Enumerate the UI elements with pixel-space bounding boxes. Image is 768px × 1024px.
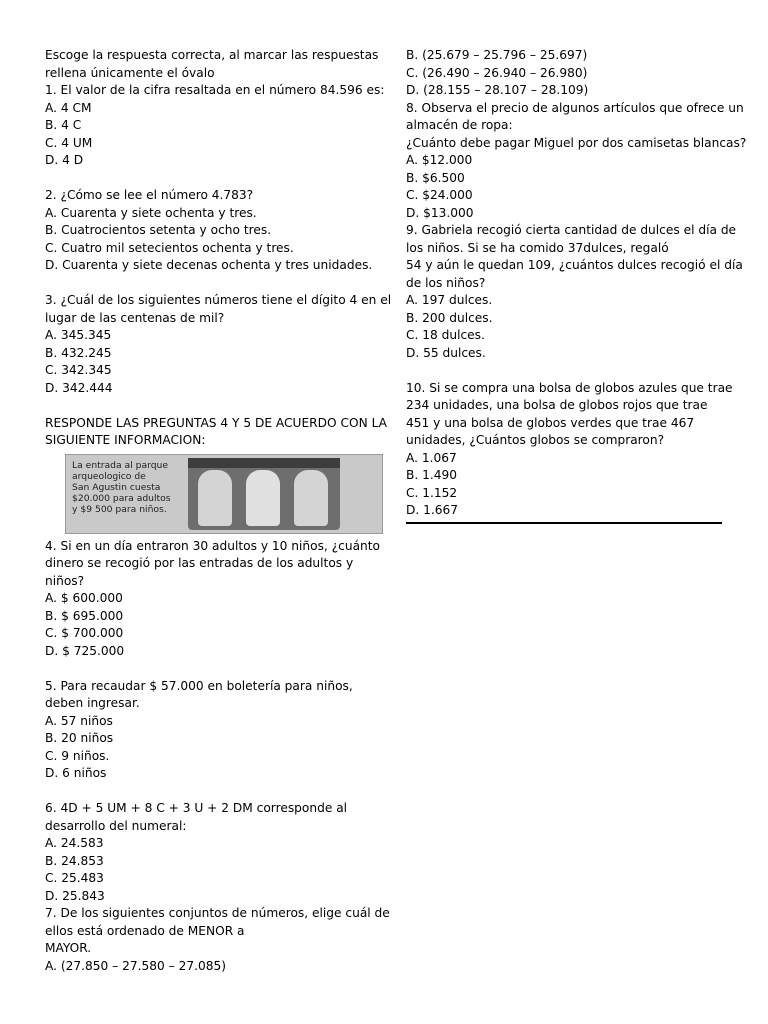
- text-line: B. 432.245: [45, 345, 112, 360]
- text-line: 8. Observa el precio de algunos artículos que ofrece un: [406, 100, 744, 115]
- figure-caption-line: arqueologico de: [72, 470, 146, 482]
- blank-line: [45, 783, 363, 801]
- statue-image: [246, 470, 280, 526]
- figure-caption: [72, 460, 184, 515]
- photo-roof: [188, 458, 340, 468]
- park-entrance-figure: [65, 454, 383, 534]
- text-line: de los niños?: [406, 275, 486, 290]
- text-line: A. $12.000: [406, 153, 473, 167]
- text-line: C. 1.152: [406, 485, 458, 500]
- text-line: D. 4 D: [45, 153, 84, 167]
- text-line: SIGUIENTE INFORMACION:: [45, 433, 206, 447]
- text-line: dinero se recogió por las entradas de los adultos y: [45, 556, 354, 570]
- text-line: C. 342.345: [45, 363, 112, 377]
- text-line: C. (26.490 – 26.940 – 26.980): [406, 65, 588, 80]
- text-line: A. 197 dulces.: [406, 293, 493, 307]
- text-line: D. (28.155 – 28.107 – 28.109): [406, 83, 589, 97]
- left-column-bottom: [45, 538, 390, 976]
- blank-line: [45, 397, 363, 415]
- text-line: B. 20 niños: [45, 731, 114, 745]
- text-line: B. 4 C: [45, 118, 82, 132]
- text-line: A. 24.583: [45, 836, 104, 850]
- text-line: C. 18 dulces.: [406, 328, 485, 342]
- text-line: B. 24.853: [45, 853, 104, 868]
- text-line: A. 57 niños: [45, 713, 113, 728]
- figure-caption-line: $20.000 para adultos: [72, 492, 171, 504]
- text-line: A. Cuarenta y siete ochenta y tres.: [45, 205, 257, 220]
- text-line: 2. ¿Cómo se lee el número 4.783?: [45, 188, 254, 202]
- text-line: D. 55 dulces.: [406, 345, 486, 360]
- text-line: B. $ 695.000: [45, 608, 124, 623]
- text-line: rellena únicamente el óvalo: [45, 65, 215, 80]
- left-column: [45, 47, 392, 975]
- text-line: D. 6 niños: [45, 766, 107, 780]
- text-line: A. 345.345: [45, 328, 112, 342]
- text-line: RESPONDE LAS PREGUNTAS 4 Y 5 DE ACUERDO CON LA: [45, 415, 387, 430]
- text-line: 4. Si en un día entraron 30 adultos y 10 niños, ¿cuánto: [45, 538, 380, 553]
- statues-photo: [188, 458, 340, 530]
- blank-line: [406, 362, 724, 380]
- text-line: lugar de las centenas de mil?: [45, 310, 225, 325]
- text-line: B. $6.500: [406, 170, 465, 185]
- text-line: los niños. Si se ha comido 37dulces, regaló: [406, 240, 669, 255]
- text-line: 1. El valor de la cifra resaltada en el número 84.596 es:: [45, 83, 385, 97]
- text-line: D. Cuarenta y siete decenas ochenta y tres unidades.: [45, 258, 373, 272]
- text-line: almacén de ropa:: [406, 118, 513, 132]
- section-divider: [406, 522, 722, 524]
- text-line: 451 y una bolsa de globos verdes que trae 467: [406, 415, 695, 430]
- text-line: C. 4 UM: [45, 135, 93, 150]
- text-line: unidades, ¿Cuántos globos se compraron?: [406, 433, 665, 447]
- text-line: 10. Si se compra una bolsa de globos azules que trae: [406, 380, 733, 395]
- text-line: D. 25.843: [45, 888, 105, 903]
- blank-line: [45, 170, 363, 188]
- blank-line: [45, 660, 363, 678]
- text-line: C. 25.483: [45, 871, 104, 885]
- right-column-lines: [406, 47, 747, 520]
- text-line: MAYOR.: [45, 941, 92, 955]
- text-line: 7. De los siguientes conjuntos de números, elige cuál de: [45, 906, 390, 920]
- text-line: B. 200 dulces.: [406, 310, 493, 325]
- text-line: 9. Gabriela recogió cierta cantidad de dulces el día de: [406, 223, 737, 237]
- text-line: D. $13.000: [406, 205, 474, 220]
- text-line: D. $ 725.000: [45, 643, 125, 658]
- statue-image: [294, 470, 328, 526]
- figure-caption-line: San Agustin cuesta: [72, 481, 161, 493]
- figure-caption-line: La entrada al parque: [72, 459, 169, 471]
- text-line: A. 4 CM: [45, 100, 92, 115]
- text-line: 54 y aún le quedan 109, ¿cuántos dulces recogió el día: [406, 258, 743, 272]
- text-line: desarrollo del numeral:: [45, 818, 187, 833]
- text-line: niños?: [45, 573, 85, 588]
- text-line: A. 1.067: [406, 450, 457, 465]
- text-line: 5. Para recaudar $ 57.000 en boletería para niños,: [45, 678, 353, 693]
- blank-line: [45, 275, 363, 293]
- text-line: A. (27.850 – 27.580 – 27.085): [45, 958, 226, 973]
- text-line: C. Cuatro mil setecientos ochenta y tres.: [45, 240, 294, 255]
- text-line: B. (25.679 – 25.796 – 25.697): [406, 48, 588, 62]
- text-line: C. $ 700.000: [45, 626, 124, 640]
- text-line: D. 1.667: [406, 503, 459, 517]
- text-line: B. Cuatrocientos setenta y ocho tres.: [45, 223, 272, 237]
- text-line: 6. 4D + 5 UM + 8 C + 3 U + 2 DM corresponde al: [45, 801, 348, 815]
- text-line: ellos está ordenado de MENOR a: [45, 923, 245, 938]
- text-line: ¿Cuánto debe pagar Miguel por dos camisetas blancas?: [406, 135, 747, 150]
- text-line: D. 342.444: [45, 380, 113, 395]
- text-line: C. $24.000: [406, 188, 473, 202]
- text-line: deben ingresar.: [45, 696, 140, 710]
- text-line: 3. ¿Cuál de los siguientes números tiene el dígito 4 en el: [45, 293, 392, 307]
- text-line: 234 unidades, una bolsa de globos rojos que trae: [406, 398, 708, 412]
- text-line: C. 9 niños.: [45, 748, 110, 763]
- statue-image: [198, 470, 232, 526]
- left-column-top: [45, 47, 392, 450]
- text-line: Escoge la respuesta correcta, al marcar las respuestas: [45, 48, 379, 62]
- text-line: B. 1.490: [406, 468, 457, 482]
- text-line: A. $ 600.000: [45, 591, 123, 605]
- right-column: [406, 47, 747, 524]
- figure-caption-line: y $9 500 para niños.: [72, 503, 167, 515]
